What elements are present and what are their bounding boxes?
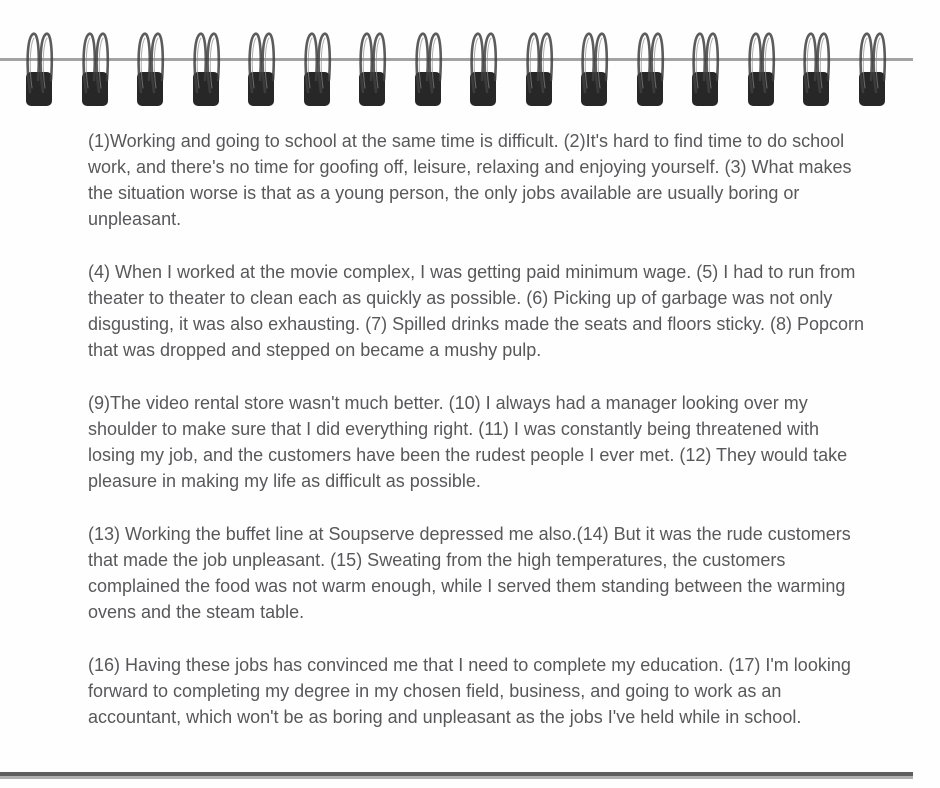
binding-ring-icon <box>411 30 447 110</box>
spiral-binding <box>0 0 940 112</box>
page-edge-light-line <box>0 776 913 779</box>
essay-paragraph-2: (4) When I worked at the movie complex, I was getting paid minimum wage. (5) I had to run from theater to theater to clean each as quickly as possible. (6) Picking up of garbage was not only disgusting, it was also exhausting. (7) Spilled drinks made the seats and floors sticky. (8) Popcorn that was dropped and stepped on became a mushy pulp. <box>88 262 865 360</box>
essay-paragraph-3: (9)The video rental store wasn't much better. (10) I always had a manager looking over my shoulder to make sure that I did everything right. (11) I was constantly being threatened with losing my job, and the customers have been the rudest people I ever met. (12) They would take pleasure in making my life as difficult as possible. <box>88 393 848 491</box>
binding-ring-icon <box>855 30 891 110</box>
essay-paragraph-5: (16) Having these jobs has convinced me that I need to complete my education. (17) I'm looking forward to completing my degree in my chosen field, business, and going to work as an accountant, which won't be as boring and unpleasant as the jobs I've held while in school. <box>88 655 851 727</box>
binding-ring-icon <box>633 30 669 110</box>
essay-paragraph-1: (1)Working and going to school at the same time is difficult. (2)It's hard to find time to do school work, and there's no time for goofing off, leisure, relaxing and enjoying yourself. (3) What makes the situation worse is that as a young person, the only jobs available are usually boring or unpleasant. <box>88 131 852 229</box>
binding-ring-icon <box>244 30 280 110</box>
binding-ring-icon <box>799 30 835 110</box>
binding-ring-icon <box>688 30 724 110</box>
binding-ring-icon <box>355 30 391 110</box>
binding-ring-icon <box>744 30 780 110</box>
essay-paragraph-4: (13) Working the buffet line at Soupserve depressed me also.(14) But it was the rude customers that made the job unpleasant. (15) Sweating from the high temperatures, the customers complained the food was not warm enough, while I served them standing between the warming ovens and the steam table. <box>88 524 851 622</box>
binding-ring-icon <box>78 30 114 110</box>
binding-rings <box>0 30 913 110</box>
binding-ring-icon <box>22 30 58 110</box>
binding-ring-icon <box>577 30 613 110</box>
page-bottom-edge <box>0 772 913 779</box>
binding-ring-icon <box>300 30 336 110</box>
binding-ring-icon <box>133 30 169 110</box>
binding-ring-icon <box>466 30 502 110</box>
binding-ring-icon <box>189 30 225 110</box>
essay-text <box>88 128 866 730</box>
binding-ring-icon <box>522 30 558 110</box>
